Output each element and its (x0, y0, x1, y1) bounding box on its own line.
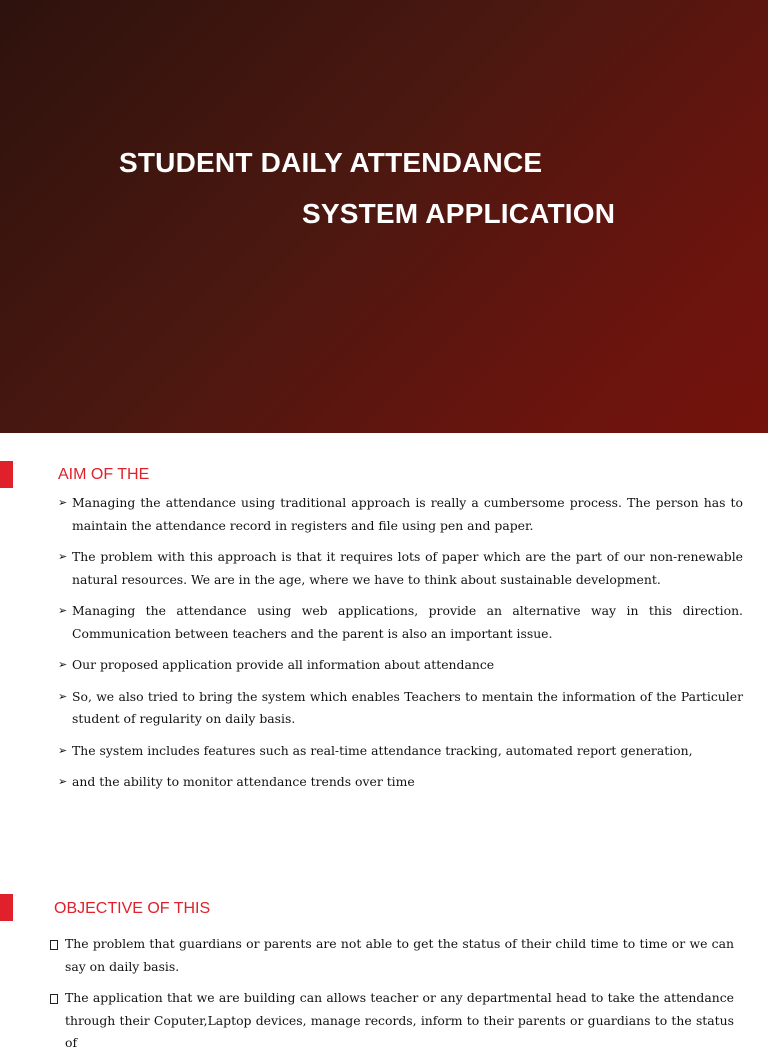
aim-section-heading: AIM OF THE (58, 466, 150, 483)
aim-list-item: ➢ The system includes features such as real-time attendance tracking, automated report generation, (58, 740, 743, 763)
title-slide-banner (0, 0, 768, 433)
aim-list-item: ➢ Our proposed application provide all information about attendance (58, 654, 743, 677)
objective-section-heading: OBJECTIVE OF THIS (54, 900, 211, 917)
slide-title-line-2: SYSTEM APPLICATION (302, 198, 616, 229)
arrow-bullet-icon: ➢ (58, 550, 68, 563)
arrow-bullet-icon: ➢ (58, 775, 68, 788)
slide-title-line-1: STUDENT DAILY ATTENDANCE (119, 147, 543, 178)
aim-list-item: ➢ So, we also tried to bring the system which enables Teachers to mentain the information of the Particuler student of regularity on daily basis. (58, 686, 743, 731)
objective-list-item: The application that we are building can allows teacher or any departmental head to take the attendance through their Coputer,Laptop devices, manage records, inform to their parents or guardians to the status of (50, 987, 734, 1055)
objective-bullet-list (50, 933, 734, 1064)
aim-list-item: ➢ Managing the attendance using web applications, provide an alternative way in this direction. Communication between teachers and the parent is also an important issue. (58, 600, 743, 645)
missing-glyph-bullet-icon (50, 940, 58, 950)
arrow-bullet-icon: ➢ (58, 658, 68, 671)
aim-bullet-list (58, 492, 743, 803)
arrow-bullet-icon: ➢ (58, 689, 68, 703)
objective-list-item: The problem that guardians or parents are not able to get the status of their child time to time or we can say on daily basis. (50, 933, 734, 978)
aim-list-item: ➢ Managing the attendance using traditional approach is really a cumbersome process. The person has to maintain the attendance record in registers and file using pen and paper. (58, 492, 743, 537)
objective-section-marker (0, 894, 13, 921)
aim-section-marker (0, 461, 13, 488)
aim-list-item: ➢ and the ability to monitor attendance trends over time (58, 771, 743, 794)
missing-glyph-bullet-icon (50, 994, 58, 1004)
arrow-bullet-icon: ➢ (58, 496, 68, 509)
arrow-bullet-icon: ➢ (58, 604, 68, 617)
aim-list-item: ➢ The problem with this approach is that it requires lots of paper which are the part of our non-renewable natural resources. We are in the age, where we have to think about sustainable development. (58, 546, 743, 591)
arrow-bullet-icon: ➢ (58, 743, 68, 757)
